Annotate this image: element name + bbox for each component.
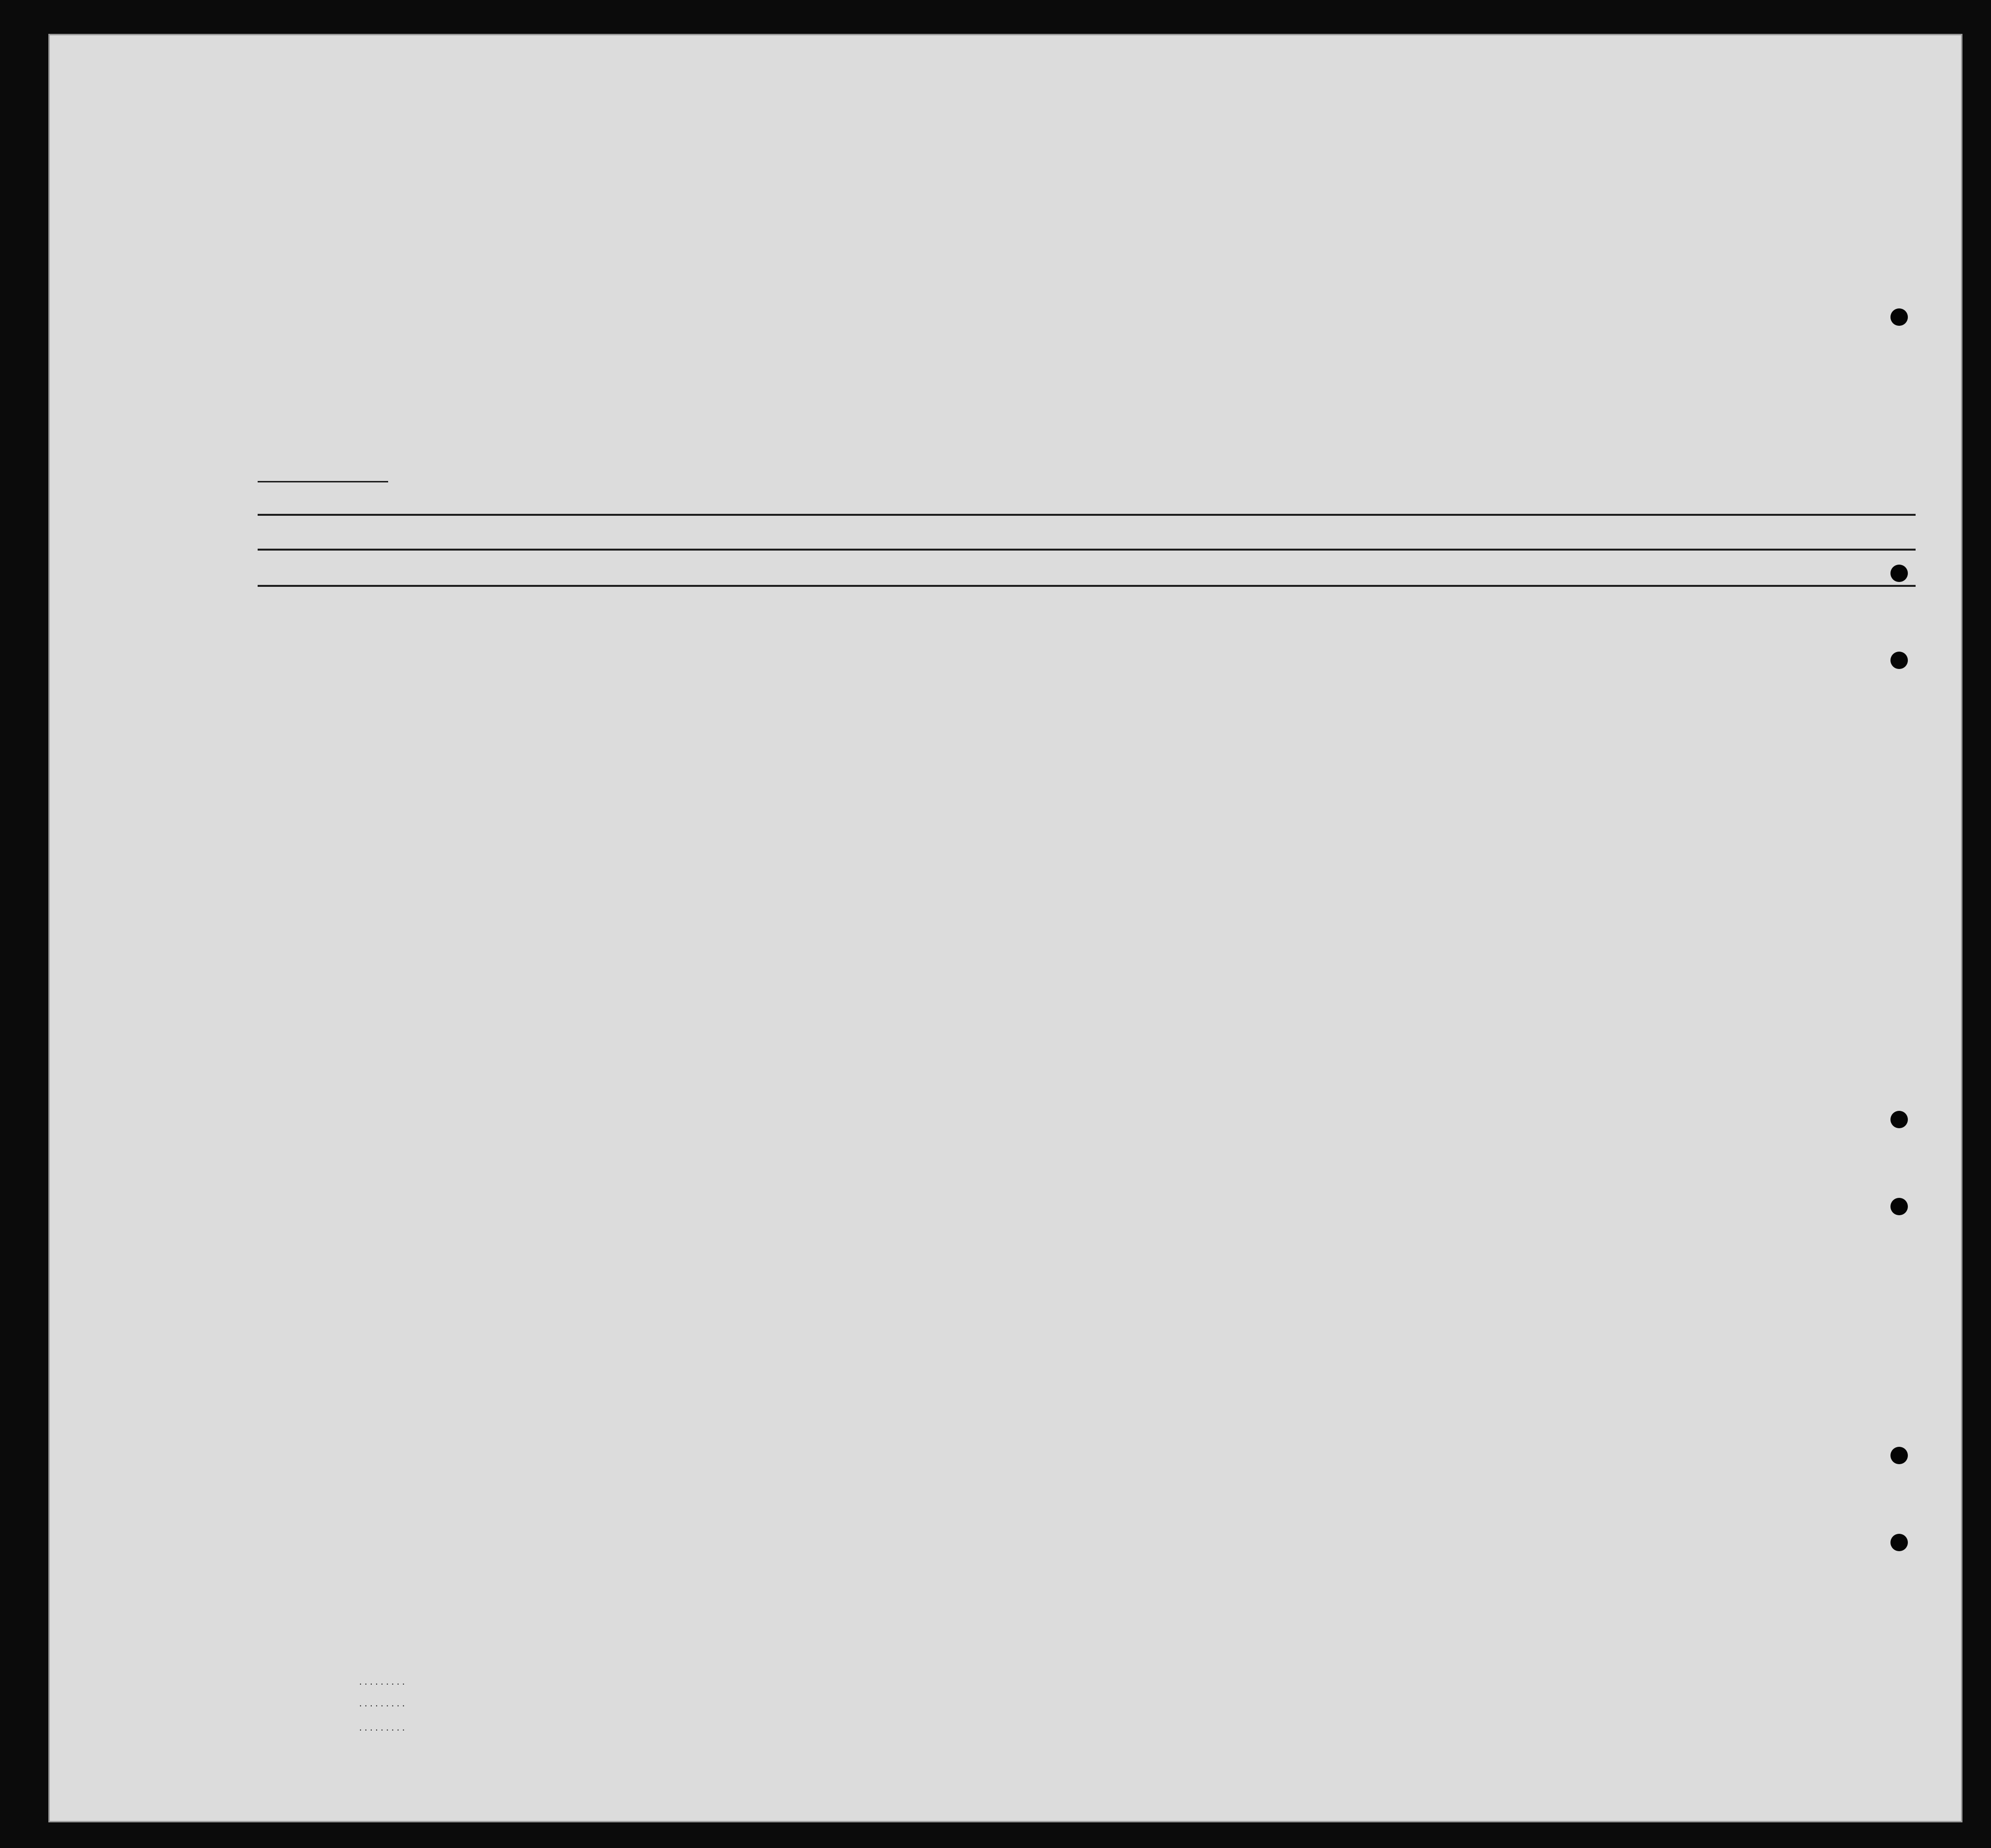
- aliens-dots: . . . . . . . . .: [359, 1722, 405, 1733]
- table-grid: [50, 35, 1962, 1822]
- cancel-strike-row3: [258, 549, 1916, 551]
- total-dots: . . . . . . . . .: [359, 1676, 405, 1687]
- binder-hole-2: [1890, 565, 1908, 582]
- manifest-sheet: [48, 34, 1962, 1822]
- binder-hole-3: [1890, 652, 1908, 669]
- citizens-dots: . . . . . . . . .: [359, 1698, 405, 1709]
- binder-hole-7: [1890, 1534, 1908, 1551]
- strike-family-row1: [258, 481, 388, 482]
- binder-hole-4: [1890, 1111, 1908, 1128]
- cancel-strike-row4: [258, 585, 1916, 587]
- cancel-strike-row2: [258, 514, 1916, 516]
- binder-hole-1: [1890, 308, 1908, 326]
- binder-hole-5: [1890, 1198, 1908, 1215]
- binder-hole-6: [1890, 1447, 1908, 1464]
